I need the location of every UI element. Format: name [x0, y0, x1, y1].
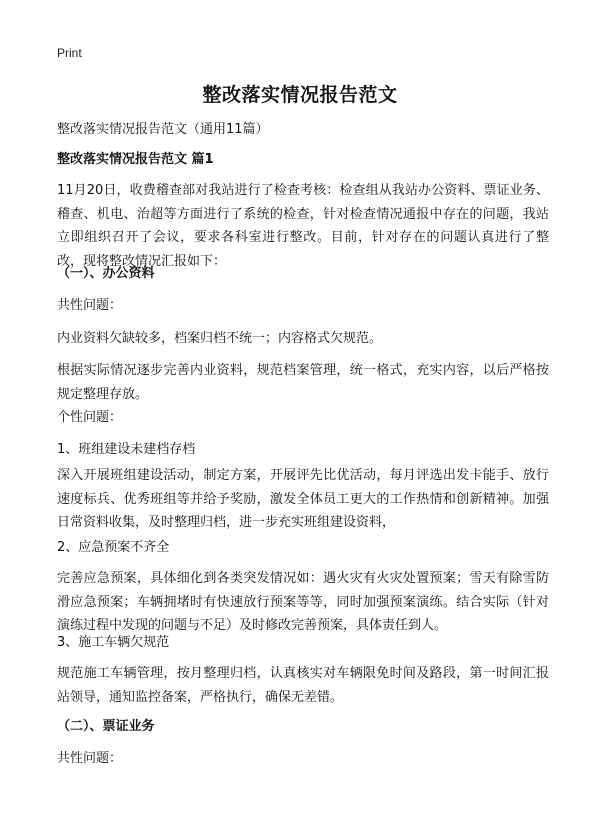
intro-paragraph: 11月20日，收费稽查部对我站进行了检查考核：检查组从我站办公资料、票证业务、稽查、机电、治超等方面进行了系统的检查，针对检查情况通报中存在的问题，我站立即组织召开了会议，要求各科室进行整改。目前，针对存在的问题认真进行了整改，现将整改情况汇报如下： [57, 183, 549, 269]
print-link[interactable]: Print [57, 46, 82, 60]
item-title: 2、应急预案不齐全 [57, 540, 170, 555]
item-title: 1、班组建设未建档存档 [57, 442, 196, 457]
document-subtitle: 整改落实情况报告范文（通用11篇） [57, 122, 269, 137]
document-title: 整改落实情况报告范文 [202, 84, 398, 106]
article-heading: 整改落实情况报告范文 篇1 [57, 152, 214, 167]
common-fix-paragraph: 根据实际情况逐步完善内业资料，规范档案管理，统一格式，充实内容，以后严格按规定整理存放。 [57, 363, 549, 402]
common-issue-paragraph: 内业资料欠缺较多，档案归档不统一；内容格式欠规范。 [57, 331, 383, 346]
individual-issues-label: 个性问题： [57, 410, 123, 425]
item-title: 3、施工车辆欠规范 [57, 635, 170, 650]
section-heading-office-materials: （一）、办公资料 [57, 266, 155, 281]
item-body: 规范施工车辆管理，按月整理归档，认真核实对车辆限免时间及路段，第一时间汇报站领导，通知监控备案，严格执行，确保无差错。 [57, 666, 549, 705]
section-heading-ticket-business: （二）、票证业务 [57, 719, 155, 734]
common-issues-label: 共性问题： [57, 751, 123, 766]
item-body: 深入开展班组建设活动，制定方案，开展评先比优活动，每月评选出发卡能手、放行速度标兵、优秀班组等并给予奖励，激发全体员工更大的工作热情和创新精神。加强日常资料收集，及时整理归档，进一步充实班组建设资料， [57, 468, 549, 530]
common-issues-label: 共性问题： [57, 298, 123, 313]
item-body: 完善应急预案，具体细化到各类突发情况如：遇火灾有火灾处置预案；雪天有除雪防滑应急预案；车辆拥堵时有快速放行预案等等，同时加强预案演练。结合实际（针对演练过程中发现的问题与不足）及时修改完善预案，具体责任到人。 [57, 571, 549, 633]
